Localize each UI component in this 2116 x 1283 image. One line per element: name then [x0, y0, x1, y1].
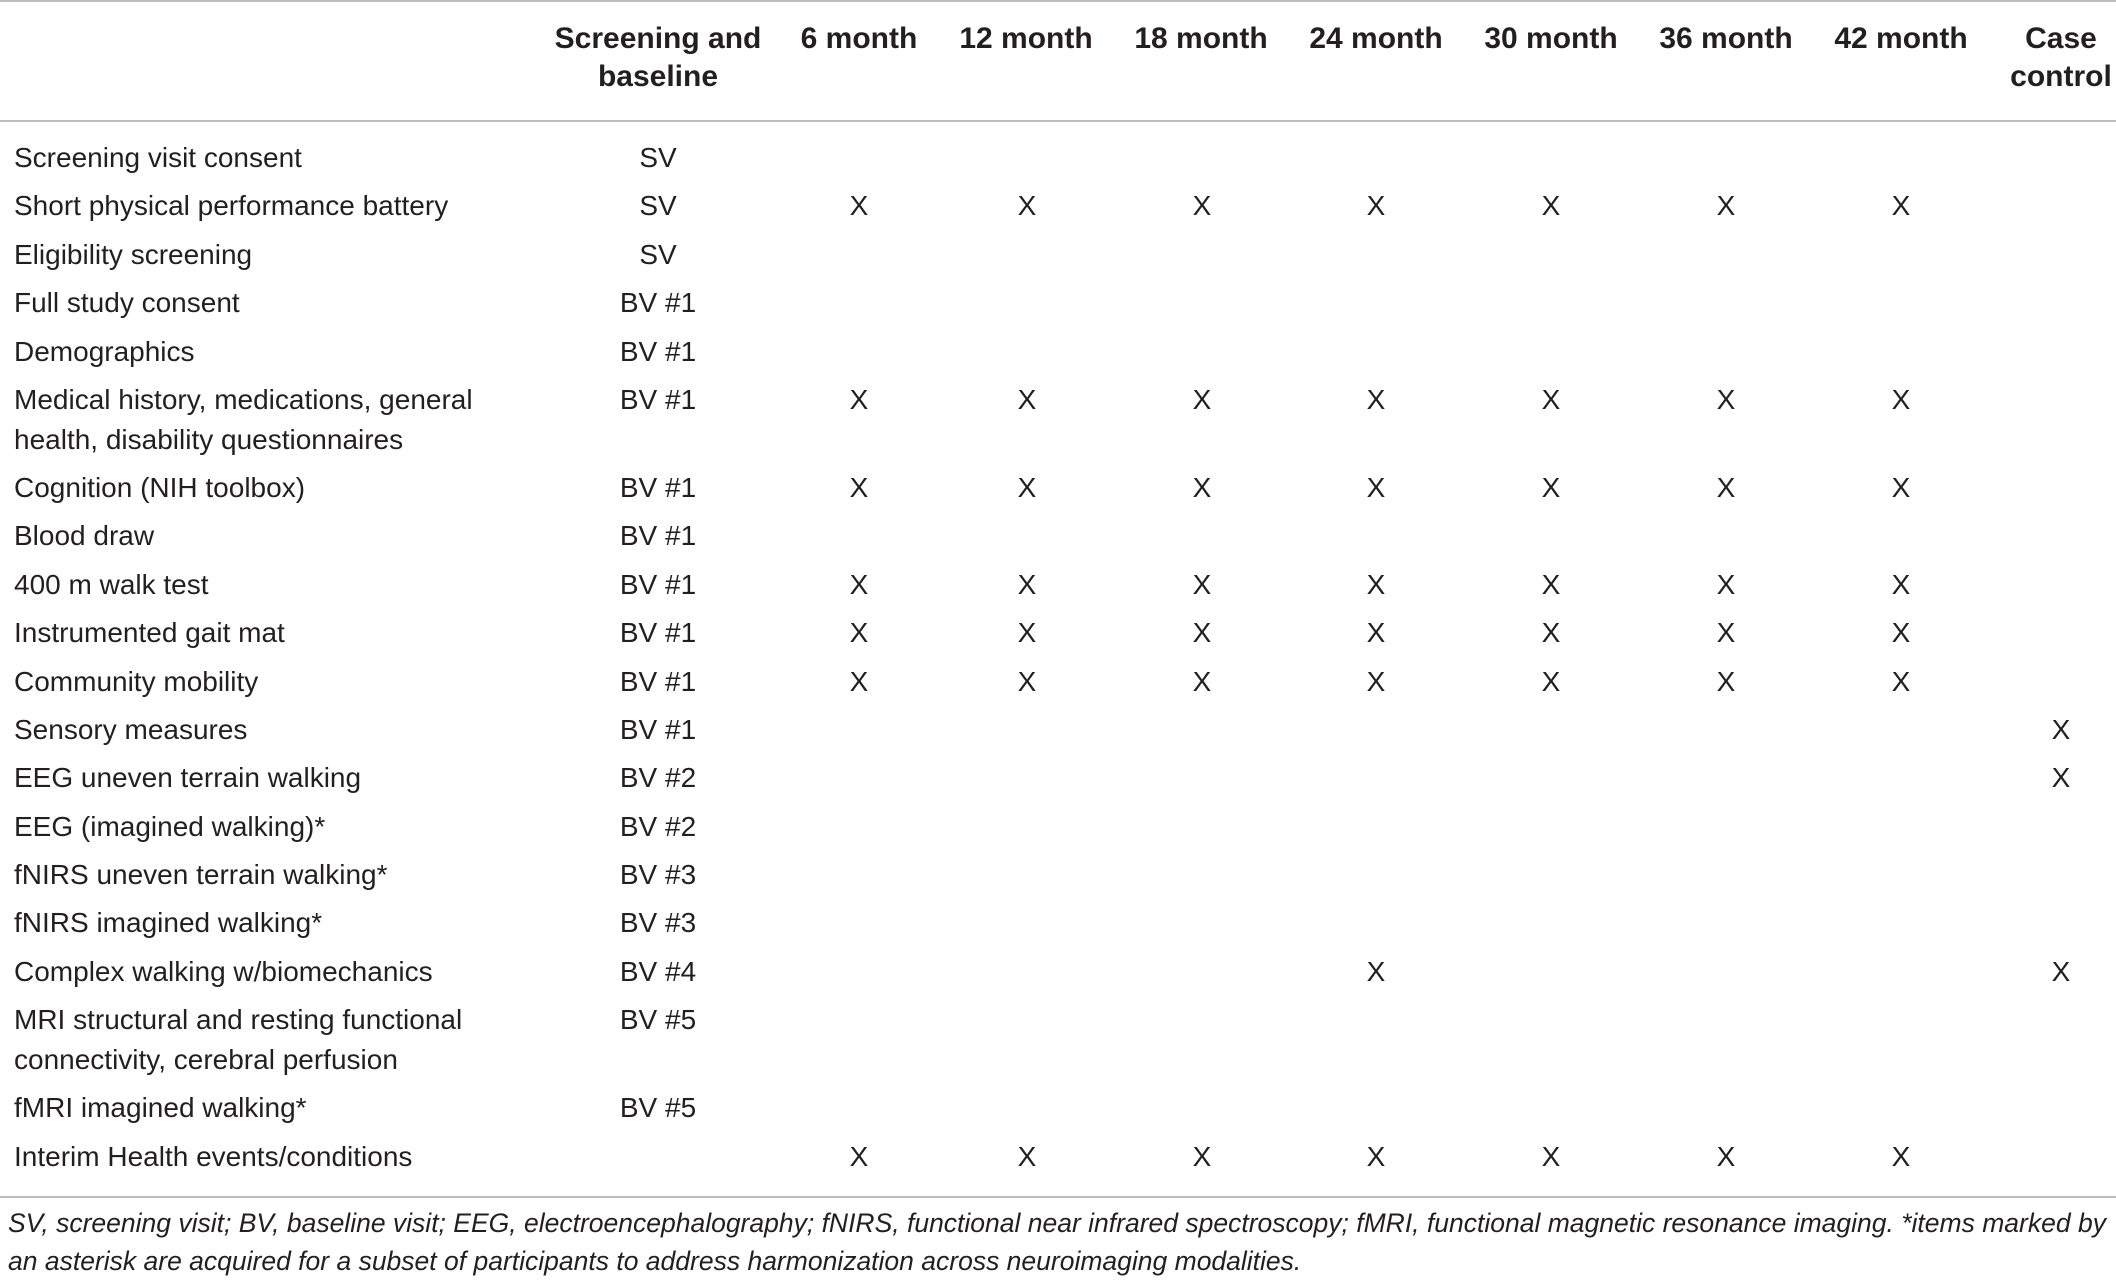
row-label: 400 m walk test [14, 568, 209, 600]
row-label: Full study consent [14, 287, 240, 319]
assessment-mark-cell: X [1891, 383, 1911, 415]
table-row [0, 1137, 2116, 1185]
visit-code-cell: SV [639, 142, 677, 173]
row-label: MRI structural and resting functional connectivity, cerebral perfusion [14, 1004, 463, 1076]
assessment-mark-cell: X [1541, 190, 1561, 222]
header-36-month: 36 month [1659, 22, 1793, 55]
table-row [0, 380, 2116, 468]
visit-code-cell: BV #1 [619, 383, 697, 415]
visit-code-cell: SV [639, 238, 677, 270]
row-label: Demographics [14, 335, 195, 367]
header-18-month: 18 month [1134, 22, 1268, 55]
header-30-month: 30 month [1484, 22, 1618, 55]
table-row [0, 283, 2116, 331]
visit-code-cell: BV #1 [619, 287, 697, 319]
assessment-mark-cell: X [2051, 955, 2071, 987]
table-row [0, 138, 2116, 186]
assessment-mark-cell: X [1541, 665, 1561, 697]
assessment-mark-cell: X [1192, 665, 1212, 697]
visit-code-cell: BV #5 [619, 1092, 697, 1124]
table-row [0, 468, 2116, 516]
assessment-mark-cell: X [1366, 955, 1386, 987]
row-label: Medical history, medications, general health, disability questionnaires [14, 383, 473, 455]
header-screening-baseline: Screening and baseline [554, 22, 762, 93]
assessment-mark-cell: X [1366, 471, 1386, 503]
row-label: fNIRS imagined walking* [14, 907, 323, 939]
visit-code-cell: SV [639, 190, 677, 222]
header-42-month: 42 month [1834, 22, 1968, 55]
assessment-mark-cell: X [1366, 383, 1386, 415]
table-row [0, 758, 2116, 806]
assessment-mark-cell: X [1192, 383, 1212, 415]
assessment-mark-cell: X [1017, 1140, 1037, 1172]
row-label: Instrumented gait mat [14, 617, 285, 649]
assessment-mark-cell: X [1366, 1140, 1386, 1172]
table-row [0, 235, 2116, 283]
assessment-mark-cell: X [1891, 665, 1911, 697]
table-row [0, 186, 2116, 234]
assessment-mark-cell: X [1891, 471, 1911, 503]
assessment-mark-cell: X [2051, 762, 2071, 794]
table-footnote: SV, screening visit; BV, baseline visit; EEG, electroencephalography; fNIRS, functional near infrared spectroscopy; fMRI, functional magnetic resonance imaging. *items marked by an asterisk are acquired for a subset of participants to address harmonization across neuroimaging modalities. [8, 1208, 2106, 1276]
assessment-mark-cell: X [849, 568, 869, 600]
row-label: Cognition (NIH toolbox) [14, 471, 306, 503]
assessment-mark-cell: X [1366, 617, 1386, 649]
visit-code-cell: BV #2 [619, 762, 697, 794]
header-rule [0, 120, 2116, 122]
assessment-mark-cell: X [2051, 713, 2071, 745]
row-label: Blood draw [14, 520, 155, 552]
bottom-rule [0, 1196, 2116, 1198]
assessment-mark-cell: X [1017, 383, 1037, 415]
assessment-mark-cell: X [1716, 665, 1736, 697]
row-label: Eligibility screening [14, 238, 253, 270]
visit-code-cell: BV #5 [619, 1004, 697, 1036]
assessment-mark-cell: X [1017, 471, 1037, 503]
table-row [0, 807, 2116, 855]
visit-code-cell: BV #1 [619, 617, 697, 649]
visit-code-cell: BV #1 [619, 713, 697, 745]
row-label: Sensory measures [14, 713, 248, 745]
assessment-mark-cell: X [1541, 568, 1561, 600]
header-12-month: 12 month [959, 22, 1093, 55]
assessment-mark-cell: X [1716, 383, 1736, 415]
row-label: Screening visit consent [14, 142, 302, 173]
row-label: EEG (imagined walking)* [14, 810, 326, 842]
assessment-mark-cell: X [1017, 665, 1037, 697]
table-body [0, 138, 2116, 1185]
assessment-mark-cell: X [849, 383, 869, 415]
header-6-month: 6 month [800, 22, 918, 55]
table-row [0, 332, 2116, 380]
visit-code-cell: BV #3 [619, 859, 697, 891]
assessment-mark-cell: X [1716, 471, 1736, 503]
assessment-mark-cell: X [1891, 1140, 1911, 1172]
assessment-mark-cell: X [1541, 383, 1561, 415]
assessment-mark-cell: X [849, 471, 869, 503]
assessment-mark-cell: X [1541, 471, 1561, 503]
row-label: Community mobility [14, 665, 259, 697]
table-row [0, 952, 2116, 1000]
assessment-mark-cell: X [1541, 1140, 1561, 1172]
table-row [0, 855, 2116, 903]
assessment-mark-cell: X [1716, 617, 1736, 649]
top-rule [0, 0, 2116, 2]
header-case-control: Case control [2010, 22, 2112, 93]
row-label: Complex walking w/biomechanics [14, 955, 433, 987]
table-row [0, 1000, 2116, 1088]
assessment-mark-cell: X [1716, 190, 1736, 222]
visit-code-cell: BV #1 [619, 471, 697, 503]
assessment-mark-cell: X [1192, 190, 1212, 222]
visit-code-cell: BV #1 [619, 568, 697, 600]
assessment-mark-cell: X [1891, 617, 1911, 649]
assessment-mark-cell: X [1716, 1140, 1736, 1172]
assessment-mark-cell: X [849, 617, 869, 649]
table-row [0, 565, 2116, 613]
header-24-month: 24 month [1309, 22, 1443, 55]
assessment-mark-cell: X [1192, 1140, 1212, 1172]
row-label: fNIRS uneven terrain walking* [14, 859, 388, 891]
assessment-mark-cell: X [1716, 568, 1736, 600]
row-label: Short physical performance battery [14, 190, 449, 222]
table-row [0, 516, 2116, 564]
assessment-mark-cell: X [1017, 568, 1037, 600]
assessment-mark-cell: X [1366, 190, 1386, 222]
visit-code-cell: BV #1 [619, 520, 697, 552]
assessment-mark-cell: X [1891, 568, 1911, 600]
row-label: fMRI imagined walking* [14, 1092, 307, 1124]
table-row [0, 662, 2116, 710]
assessment-mark-cell: X [1192, 568, 1212, 600]
visit-code-cell: BV #1 [619, 335, 697, 367]
assessment-mark-cell: X [849, 190, 869, 222]
visit-code-cell: BV #2 [619, 810, 697, 842]
visit-code-cell: BV #3 [619, 907, 697, 939]
assessment-mark-cell: X [1541, 617, 1561, 649]
assessment-mark-cell: X [1366, 568, 1386, 600]
assessment-mark-cell: X [1017, 617, 1037, 649]
assessment-mark-cell: X [1366, 665, 1386, 697]
row-label: Interim Health events/conditions [14, 1140, 413, 1172]
assessment-mark-cell: X [1192, 617, 1212, 649]
assessment-mark-cell: X [1017, 190, 1037, 222]
table-row [0, 613, 2116, 661]
visit-code-cell: BV #4 [619, 955, 697, 987]
assessment-mark-cell: X [1891, 190, 1911, 222]
table-row [0, 710, 2116, 758]
table-row [0, 903, 2116, 951]
table-row [0, 1088, 2116, 1136]
row-label: EEG uneven terrain walking [14, 762, 362, 794]
assessment-mark-cell: X [849, 1140, 869, 1172]
visit-code-cell: BV #1 [619, 665, 697, 697]
assessment-mark-cell: X [849, 665, 869, 697]
assessment-mark-cell: X [1192, 471, 1212, 503]
